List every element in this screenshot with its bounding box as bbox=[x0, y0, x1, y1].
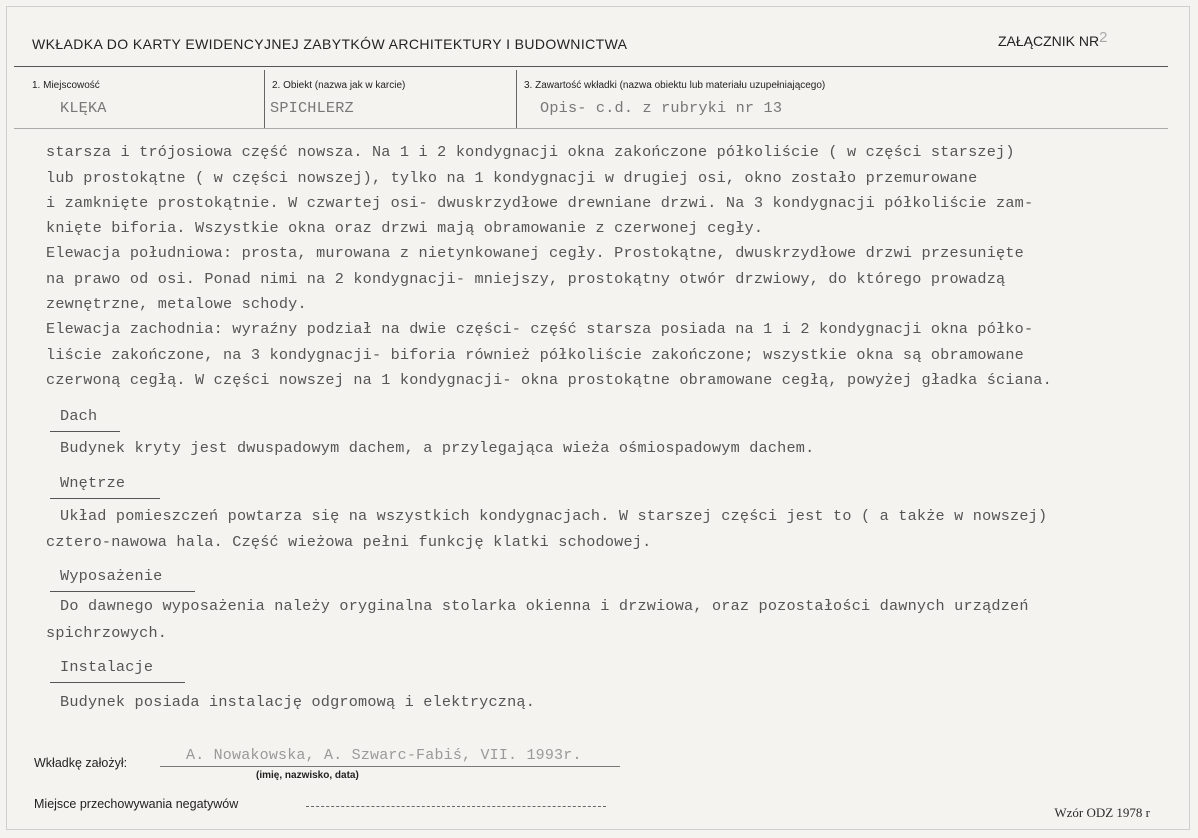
locality-label: 1. Miejscowość bbox=[32, 80, 100, 91]
body-line: spichrzowych. bbox=[46, 624, 168, 642]
section-heading-text: Instalacje bbox=[60, 658, 154, 676]
body-line: knięte biforia. Wszystkie okna oraz drzwi mają obramowanie z czerwonej cegły. bbox=[46, 219, 764, 237]
body-line: starsza i trójosiowa część nowsza. Na 1 i 2 kondygnacji okna zakończone półkoliście ( w części starszej) bbox=[46, 143, 1015, 161]
body-line: Budynek kryty jest dwuspadowym dachem, a przylegająca wieża ośmiospadowym dachem. bbox=[60, 439, 815, 457]
author-value: A. Nowakowska, A. Szwarc-Fabiś, VII. 1993r. bbox=[186, 747, 582, 764]
object-label: 2. Obiekt (nazwa jak w karcie) bbox=[272, 80, 406, 91]
heading-underline bbox=[50, 431, 120, 432]
section-heading-roof bbox=[60, 407, 97, 425]
body-line: Do dawnego wyposażenia należy oryginalna stolarka okienna i drzwiowa, oraz pozostałości dawnych urządzeń bbox=[60, 597, 1029, 615]
body-line: Elewacja zachodnia: wyraźny podział na dwie części- część starsza posiada na 1 i 2 kondygnacji okna półko- bbox=[46, 320, 1034, 338]
heading-underline bbox=[50, 591, 195, 592]
section-heading-equipment bbox=[60, 567, 162, 585]
section-heading-text: Wyposażenie bbox=[60, 567, 163, 585]
section-heading-text: Dach bbox=[60, 407, 98, 425]
header-rule bbox=[14, 66, 1168, 67]
body-line: Elewacja południowa: prosta, murowana z nietynkowanej cegły. Prostokątne, dwuskrzydłowe drzwi przesunięte bbox=[46, 244, 1024, 262]
form-title: WKŁADKA DO KARTY EWIDENCYJNEJ ZABYTKÓW ARCHITEKTURY I BUDOWNICTWA bbox=[32, 36, 628, 52]
author-caption: (imię, nazwisko, data) bbox=[256, 770, 359, 781]
annex-number: 2 bbox=[1099, 29, 1108, 46]
body-line: lub prostokątne ( w części nowszej), tylko na 1 kondygnacji w drugiej osi, okno zostało przemurowane bbox=[46, 169, 978, 187]
content-label: 3. Zawartość wkładki (nazwa obiektu lub materiału uzupełniającego) bbox=[524, 80, 826, 91]
annex-label bbox=[998, 29, 1108, 50]
section-heading-installations bbox=[60, 658, 153, 676]
annex-label-text: ZAŁĄCZNIK NR bbox=[998, 33, 1100, 49]
locality-value: KLĘKA bbox=[60, 99, 107, 117]
column-separator bbox=[264, 70, 265, 128]
object-value: SPICHLERZ bbox=[270, 99, 354, 117]
body-line: zewnętrzne, metalowe schody. bbox=[46, 295, 307, 313]
body-line: cztero-nawowa hala. Część wieżowa pełni funkcję klatki schodowej. bbox=[46, 533, 652, 551]
heading-underline bbox=[50, 682, 185, 683]
storage-label: Miejsce przechowywania negatywów bbox=[34, 797, 239, 811]
body-line: liście zakończone, na 3 kondygnacji- biforia również półkoliście zakończone; wszystkie okna są obramowane bbox=[46, 346, 1024, 364]
body-line: czerwoną cegłą. W części nowszej na 1 kondygnacji- okna prostokątne obramowane cegłą, powyżej gładka ściana. bbox=[46, 371, 1052, 389]
body-line: Układ pomieszczeń powtarza się na wszystkich kondygnacjach. W starszej części jest to ( a także w nowszej) bbox=[60, 507, 1048, 525]
section-heading-text: Wnętrze bbox=[60, 474, 126, 492]
column-separator bbox=[516, 70, 517, 128]
body-line: Budynek posiada instalację odgromową i elektryczną. bbox=[60, 693, 536, 711]
storage-dotted-line bbox=[306, 806, 606, 807]
content-value: Opis- c.d. z rubryki nr 13 bbox=[540, 99, 783, 117]
author-label: Wkładkę założył: bbox=[34, 756, 128, 770]
fields-rule bbox=[14, 128, 1168, 129]
body-line: i zamknięte prostokątnie. W czwartej osi- dwuskrzydłowe drewniane drzwi. Na 3 kondygnacji półkoliście zam- bbox=[46, 194, 1034, 212]
form-id: Wzór ODZ 1978 r bbox=[1054, 805, 1150, 820]
author-signature-line bbox=[160, 766, 620, 767]
section-heading-interior bbox=[60, 474, 125, 492]
heading-underline bbox=[50, 498, 160, 499]
body-line: na prawo od osi. Ponad nimi na 2 kondygnacji- mniejszy, prostokątny otwór drzwiowy, do którego prowadzą bbox=[46, 270, 1006, 288]
